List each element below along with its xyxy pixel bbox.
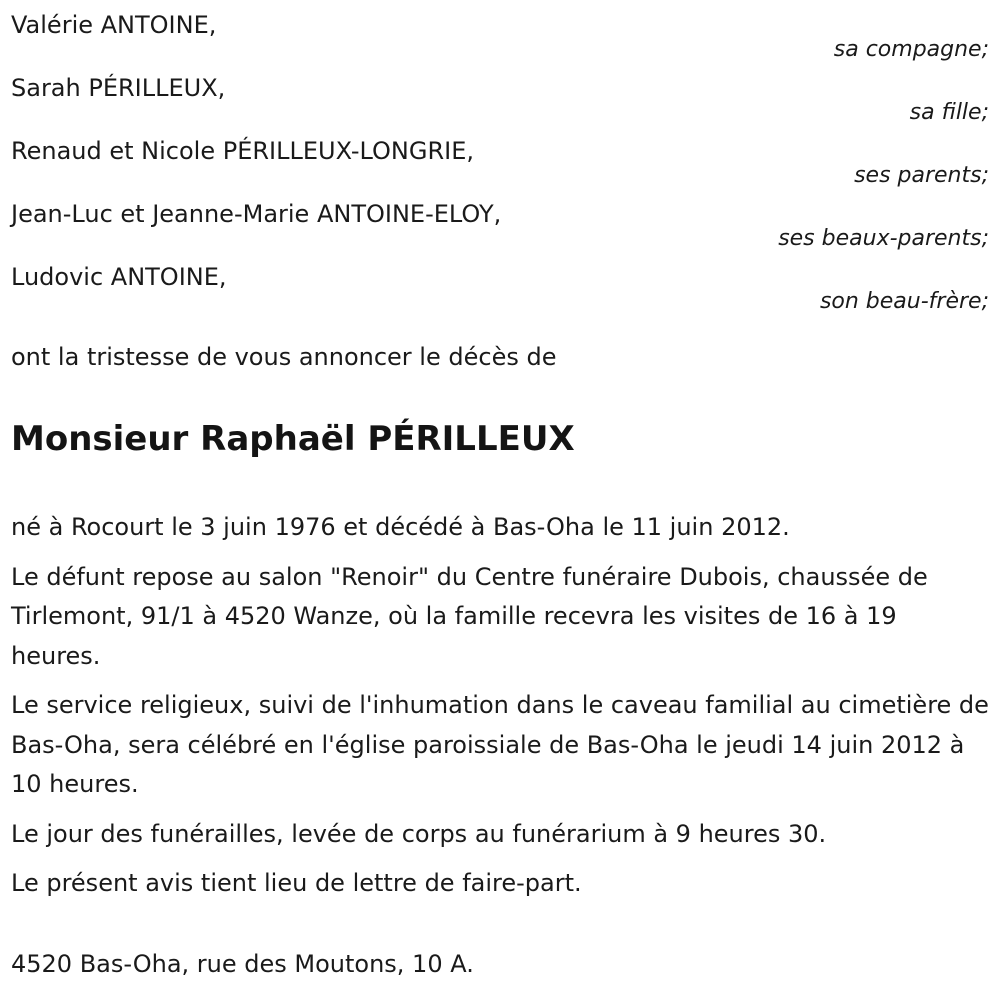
deceased-name: Monsieur Raphaël PÉRILLEUX <box>11 419 575 459</box>
family-member-name: Jean-Luc et Jeanne-Marie ANTOINE-ELOY, <box>11 200 502 228</box>
family-member-relation: ses parents; <box>854 163 989 188</box>
notice-body <box>11 508 989 914</box>
family-member-relation: son beau-frère; <box>819 289 989 314</box>
family-member-relation: ses beaux-parents; <box>778 226 989 251</box>
service-paragraph: Le service religieux, suivi de l'inhumation dans le caveau familial au cimetière de Bas-Oha, sera célébré en l'église paroissiale de Bas-Oha le jeudi 14 juin 2012 à 10 heures. <box>11 691 989 798</box>
birth-death-paragraph: né à Rocourt le 3 juin 1976 et décédé à Bas-Oha le 11 juin 2012. <box>11 513 790 541</box>
family-address: 4520 Bas-Oha, rue des Moutons, 10 A. <box>11 950 474 978</box>
family-member-name: Renaud et Nicole PÉRILLEUX-LONGRIE, <box>11 137 474 165</box>
notice-statement-paragraph: Le présent avis tient lieu de lettre de faire-part. <box>11 869 582 897</box>
family-member-name: Sarah PÉRILLEUX, <box>11 74 226 102</box>
family-member-relation: sa compagne; <box>833 37 989 62</box>
family-member-name: Valérie ANTOINE, <box>11 11 217 39</box>
funeral-day-paragraph: Le jour des funérailles, levée de corps au funérarium à 9 heures 30. <box>11 819 827 848</box>
family-member-relation: sa fille; <box>909 100 989 125</box>
announcement-intro: ont la tristesse de vous annoncer le décès de <box>11 343 557 371</box>
family-member-name: Ludovic ANTOINE, <box>11 263 227 291</box>
visitation-paragraph: Le défunt repose au salon "Renoir" du Centre funéraire Dubois, chaussée de Tirlemont, 91/1 à 4520 Wanze, où la famille recevra les visites de 16 à 19 heures. <box>11 562 928 670</box>
